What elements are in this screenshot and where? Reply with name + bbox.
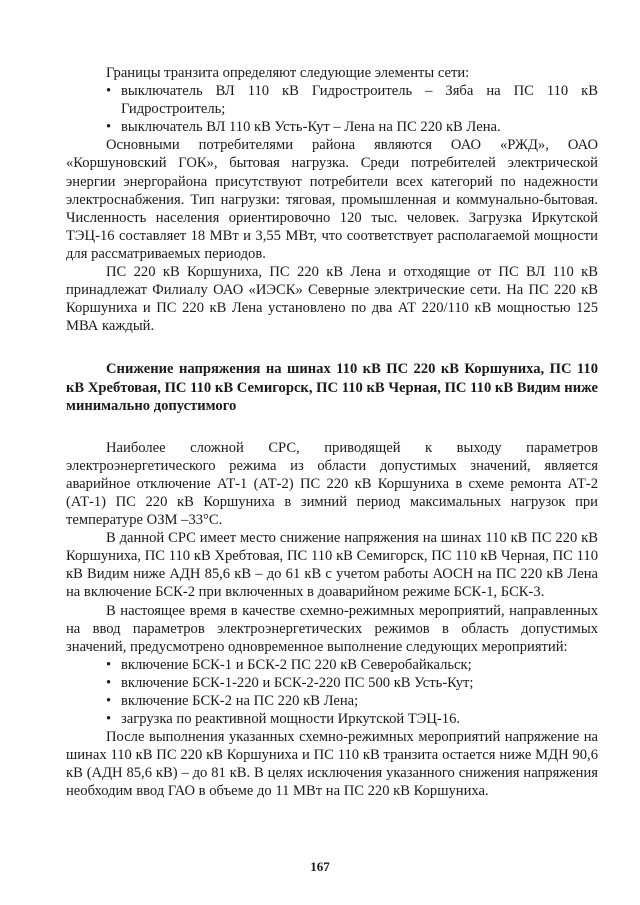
consumers-paragraph: Основными потребителями района являются ОАО «РЖД», ОАО «Коршуновский ГОК», бытовая нагрузка. Среди потребителей электрической энергии энергорайона присутствуют потребители всех категорий по надежности электроснабжения. Тип нагрузки: тяговая, промышленная и коммунально-бытовая. Численность населения ориентировочно 120 тыс. человек. Загрузка Иркутской ТЭЦ-16 составляет 18 МВт и 3,55 МВт, что соответствует располагаемой мощности для рассматриваемых периодов.: [66, 137, 598, 262]
list-item: • выключатель ВЛ 110 кВ Гидростроитель – Зяба на ПС 110 кВ Гидростроитель;: [106, 83, 598, 118]
bullet-icon: •: [106, 674, 112, 691]
list-item: • включение БСК-1-220 и БСК-2-220 ПС 500 кВ Усть-Кут;: [106, 674, 474, 691]
section-heading: Снижение напряжения на шинах 110 кВ ПС 220 кВ Коршуниха, ПС 110 кВ Хребтовая, ПС 110 кВ Семигорск, ПС 110 кВ Черная, ПС 110 кВ Видим ниже минимально допустимого: [66, 361, 598, 414]
body-paragraph: После выполнения указанных схемно-режимных мероприятий напряжение на шинах 110 кВ ПС 220 кВ Коршуниха и ПС 110 кВ транзита остается ниже МДН 90,6 кВ (АДН 85,6 кВ) – до 81 кВ. В целях исключения указанного снижения напряжения необходим ввод ГАО в объеме до 11 МВт на ПС 220 кВ Коршуниха.: [66, 729, 598, 800]
body-paragraph: В настоящее время в качестве схемно-режимных мероприятий, направленных на ввод параметров электроэнергетических режимов в область допустимых значений, предусмотрено одновременное выполнение следующих мероприятий:: [66, 602, 598, 655]
bullet-icon: •: [106, 119, 112, 136]
list-item: • включение БСК-1 и БСК-2 ПС 220 кВ Северобайкальск;: [106, 656, 472, 673]
list-item: • включение БСК-2 на ПС 220 кВ Лена;: [106, 693, 359, 709]
transit-intro: Границы транзита определяют следующие элементы сети:: [106, 65, 470, 81]
body-paragraph: Наиболее сложной СРС, приводящей к выходу параметров электроэнергетического режима из области допустимых значений, является аварийное отключение АТ-1 (АТ-2) ПС 220 кВ Коршуниха в схеме ремонта АТ-2 (АТ-1) ПС 220 кВ Коршуниха в зимний период максимальных нагрузок при температуре ОЗМ –33°С.: [66, 439, 598, 529]
page-content: [66, 64, 598, 801]
bullet-icon: •: [106, 711, 112, 728]
list-item: • выключатель ВЛ 110 кВ Усть-Кут – Лена на ПС 220 кВ Лена.: [106, 119, 501, 136]
bullet-icon: •: [106, 656, 112, 673]
substations-paragraph: ПС 220 кВ Коршуниха, ПС 220 кВ Лена и отходящие от ПС ВЛ 110 кВ принадлежат Филиалу ОАО «ИЭСК» Северные электрические сети. На ПС 220 кВ Коршуниха и ПС 220 кВ Лена установлено по два АТ 220/110 кВ мощностью 125 МВА каждый.: [66, 264, 598, 335]
bullet-icon: •: [106, 83, 112, 100]
list-item: • загрузка по реактивной мощности Иркутской ТЭЦ-16.: [106, 711, 461, 728]
bullet-icon: •: [106, 693, 112, 709]
body-paragraph: В данной СРС имеет место снижение напряжения на шинах 110 кВ ПС 220 кВ Коршуниха, ПС 110 кВ Хребтовая, ПС 110 кВ Семигорск, ПС 110 кВ Черная, ПС 110 кВ Видим ниже АДН 85,6 кВ – до 61 кВ с учетом работы АОСН на ПС 220 кВ Лена на включение БСК-2 при включенных в доаварийном режиме БСК-1, БСК-3.: [66, 530, 598, 601]
transit-elements-list: [66, 82, 598, 136]
page-number: 167: [310, 859, 330, 874]
measures-list: [66, 656, 598, 728]
